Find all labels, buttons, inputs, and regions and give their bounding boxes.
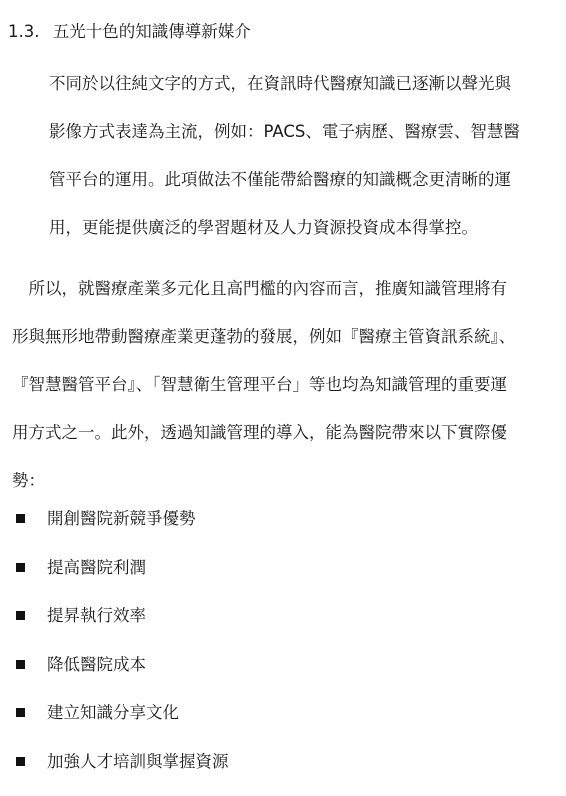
list-item — [16, 699, 229, 748]
list-item-text: 開創醫院新競爭優勢 — [47, 509, 196, 528]
list-item-text: 建立知識分享文化 — [47, 703, 179, 722]
list-item — [16, 505, 229, 554]
list-item — [16, 651, 229, 700]
intro-paragraph — [49, 60, 561, 252]
square-bullet-icon — [16, 757, 25, 766]
paragraph-line: 『智慧醫管平台』、「智慧衛生管理平台」等也均為知識管理的重要運 — [12, 375, 507, 394]
list-item-text: 提昇執行效率 — [47, 606, 146, 625]
advantages-list — [16, 505, 229, 796]
paragraph-line: 不同於以往純文字的方式，在資訊時代醫療知識已逐漸以聲光與 — [49, 74, 511, 93]
paragraph-line: 勢： — [12, 471, 45, 490]
square-bullet-icon — [16, 708, 25, 717]
list-item — [16, 554, 229, 603]
square-bullet-icon — [16, 514, 25, 523]
list-item-text: 降低醫院成本 — [47, 654, 146, 674]
paragraph-line: 用，更能提供廣泛的學習題材及人力資源投資成本得掌控。 — [49, 218, 478, 237]
square-bullet-icon — [16, 660, 25, 669]
square-bullet-icon — [16, 563, 25, 572]
section-number: 1.3. — [8, 22, 40, 41]
paragraph-line: 所以，就醫療產業多元化且高門檻的內容而言，推廣知識管理將有 — [12, 279, 507, 298]
paragraph-line: 用方式之一。此外，透過知識管理的導入，能為醫院帶來以下實際優 — [12, 423, 507, 442]
body-paragraph — [12, 275, 562, 515]
square-bullet-icon — [16, 611, 25, 620]
list-item-text: 加強人才培訓與掌握資源 — [47, 751, 229, 771]
section-heading — [8, 18, 251, 42]
list-item — [16, 748, 229, 796]
section-title: 五光十色的知識傳導新媒介 — [52, 22, 251, 41]
paragraph-line: 影像方式表達為主流，例如：PACS、電子病歷、醫療雲、智慧醫 — [49, 122, 520, 141]
paragraph-line: 管平台的運用。此項做法不僅能帶給醫療的知識概念更清晰的運 — [49, 170, 511, 189]
list-item — [16, 602, 229, 651]
paragraph-line: 形與無形地帶動醫療產業更蓬勃的發展，例如『醫療主管資訊系統』、 — [12, 327, 516, 346]
list-item-text: 提高醫院利潤 — [47, 557, 146, 577]
